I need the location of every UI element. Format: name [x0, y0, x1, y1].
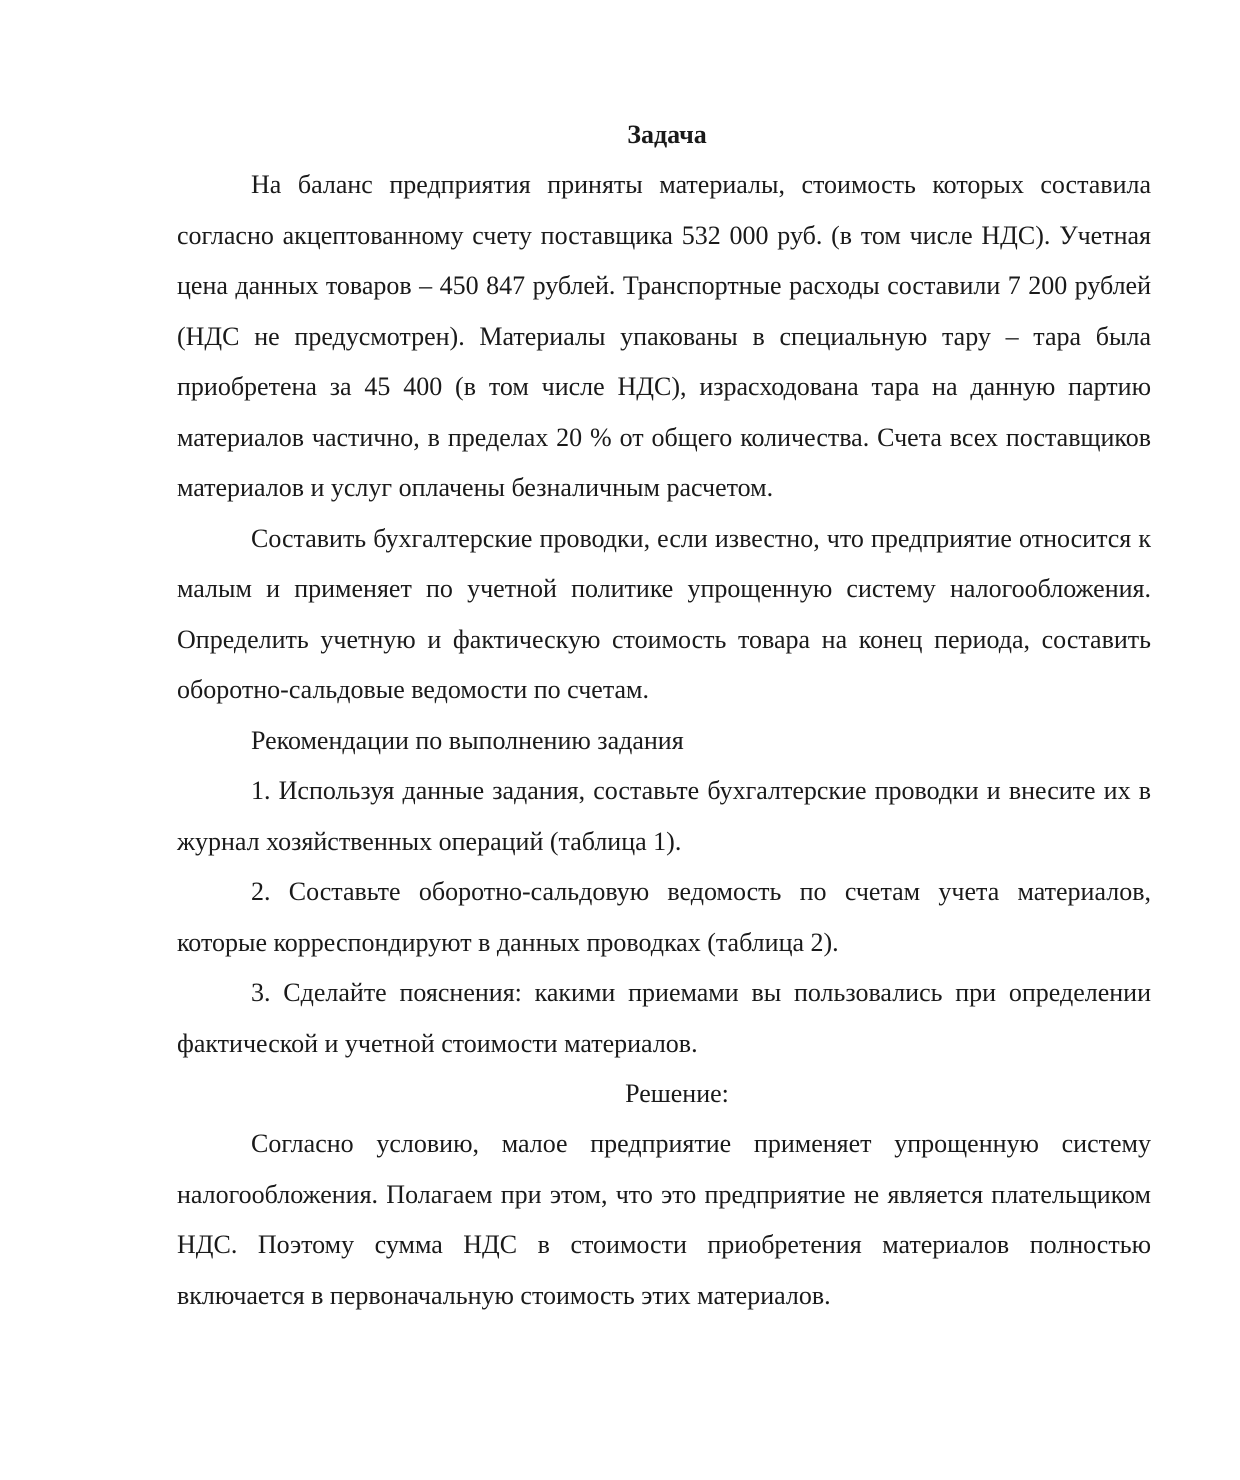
- document-title: Задача: [627, 120, 707, 149]
- recommendation-1: 1. Используя данные задания, составьте бухгалтерские проводки и внесите их в журнал хозяйственных операций (таблица 1).: [177, 776, 1151, 856]
- recommendation-2: 2. Составьте оборотно-сальдовую ведомость по счетам учета материалов, которые корреспондируют в данных проводках (таблица 2).: [177, 877, 1151, 957]
- recommendation-3: 3. Сделайте пояснения: какими приемами вы пользовались при определении фактической и учетной стоимости материалов.: [177, 978, 1151, 1058]
- solution-paragraph-1: Согласно условию, малое предприятие применяет упрощенную систему налогообложения. Полагаем при этом, что это предприятие не является плательщиком НДС. Поэтому сумма НДС в стоимости приобретения материалов полностью включается в первоначальную стоимость этих материалов.: [177, 1129, 1151, 1310]
- solution-heading: Решение:: [625, 1079, 729, 1108]
- task-paragraph-2: Составить бухгалтерские проводки, если известно, что предприятие относится к малым и применяет по учетной политике упрощенную систему налогообложения. Определить учетную и фактическую стоимость товара на конец периода, составить оборотно-сальдовые ведомости по счетам.: [177, 523, 1151, 704]
- task-paragraph-1: На баланс предприятия приняты материалы, стоимость которых составила согласно акцептованному счету поставщика 532 000 руб. (в том числе НДС). Учетная цена данных товаров – 450 847 рублей. Транспортные расходы составили 7 200 рублей (НДС не предусмотрен). Материалы упакованы в специальную тару – тара была приобретена за 45 400 (в том числе НДС), израсходована тара на данную партию материалов частично, в пределах 20 % от общего количества. Счета всех поставщиков материалов и услуг оплачены безналичным расчетом.: [177, 170, 1151, 502]
- recommendations-heading: Рекомендации по выполнению задания: [251, 725, 684, 755]
- document-page: [177, 110, 1151, 1321]
